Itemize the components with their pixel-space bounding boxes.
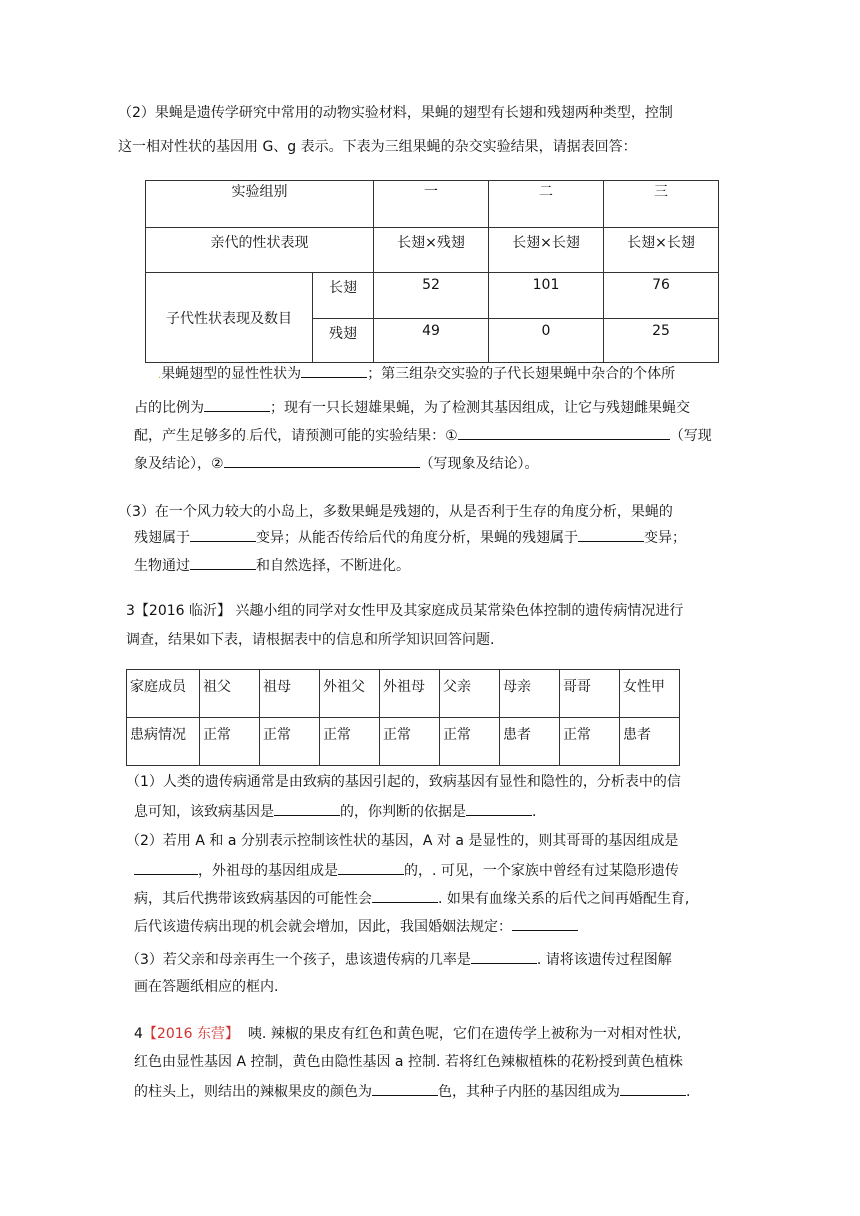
table-cell: 正常 [380, 718, 440, 766]
family-table [126, 669, 680, 766]
answer-blank[interactable] [372, 1080, 438, 1096]
q2-answer-line-4: 象及结论），② （写现象及结论）。 [134, 452, 539, 474]
dot-mark: . [158, 370, 162, 381]
q2-answer-line-1: .果蝇翅型的显性性状为 ；第三组杂交实验的子代长翅果蝇中杂合的个体所 [158, 362, 675, 386]
long-3: 76 [604, 273, 719, 319]
parents-3: 长翅×长翅 [604, 228, 719, 273]
answer-blank[interactable] [458, 424, 670, 440]
parents-2: 长翅×长翅 [489, 228, 604, 273]
long-wing-label: 长翅 [313, 273, 374, 319]
answer-blank[interactable] [578, 526, 644, 542]
answer-blank[interactable] [134, 859, 198, 875]
p4-line-3: 的柱头上，则结出的辣椒果皮的颜色为 色，其种子内胚的基因组成为 . [134, 1080, 690, 1102]
dot-mark: . [246, 432, 250, 443]
table-header-cell: 女性甲 [620, 670, 680, 718]
table-header-cell: 外祖父 [320, 670, 380, 718]
q2-line-2: 这一相对性状的基因用 G、g 表示。下表为三组果蝇的杂交实验结果，请据表回答： [118, 139, 637, 155]
table-header-cell: 哥哥 [560, 670, 620, 718]
long-1: 52 [374, 273, 489, 319]
answer-blank[interactable] [471, 948, 537, 964]
p3-sub3-line-1: （3）若父亲和母亲再生一个孩子，患该遗传病的几率是 . 请将该遗传过程图解 [126, 948, 672, 970]
table-header-cell: 外祖母 [380, 670, 440, 718]
table-header-cell: 祖母 [260, 670, 320, 718]
p3-sub2-line-1: （2）若用 A 和 a 分别表示控制该性状的基因，A 对 a 是显性的，则其哥哥的基因组成是 [126, 833, 679, 849]
answer-blank[interactable] [301, 362, 367, 378]
answer-blank[interactable] [620, 1080, 686, 1096]
answer-blank[interactable] [274, 800, 340, 816]
table-cell: 正常 [560, 718, 620, 766]
answer-blank[interactable] [338, 859, 404, 875]
short-wing-label: 残翅 [313, 319, 374, 363]
parents-1: 长翅×残翅 [374, 228, 489, 273]
answer-blank[interactable] [204, 396, 270, 412]
p3-sub2-line-4: 后代该遗传病出现的机会就会增加，因此，我国婚姻法规定： [134, 915, 578, 937]
short-2: 0 [489, 319, 604, 363]
answer-blank[interactable] [224, 452, 420, 468]
p4-line-2: 红色由显性基因 A 控制，黄色由隐性基因 a 控制. 若将红色辣椒植株的花粉授到黄色植株 [134, 1054, 683, 1070]
short-1: 49 [374, 319, 489, 363]
group-3: 三 [604, 181, 719, 228]
q2-answer-line-3: 配，产生足够多的.后代，请预测可能的实验结果：① （写现 [134, 424, 712, 448]
p3-line-1: 3【2016 临沂】 兴趣小组的同学对女性甲及其家庭成员某常染色体控制的遗传病情况进行 [126, 603, 684, 619]
p3-sub1-line-1: （1）人类的遗传病通常是由致病的基因引起的，致病基因有显性和隐性的，分析表中的信 [126, 774, 681, 790]
answer-blank[interactable] [190, 554, 256, 570]
group-label: 实验组别 [146, 181, 374, 228]
parents-label: 亲代的性状表现 [146, 228, 374, 273]
table-cell: 正常 [200, 718, 260, 766]
answer-blank[interactable] [466, 800, 532, 816]
answer-blank[interactable] [512, 915, 578, 931]
p3-sub1-line-2: 息可知，该致病基因是 的，你判断的依据是 . [134, 800, 536, 822]
table-cell: 正常 [260, 718, 320, 766]
table-cell: 患者 [620, 718, 680, 766]
table-header-cell: 家庭成员 [127, 670, 200, 718]
p3-sub2-line-3: 病，其后代携带该致病基因的可能性会 . 如果有血缘关系的后代之间再婚配生育, [134, 887, 689, 909]
q2-line-1: （2）果蝇是遗传学研究中常用的动物实验材料，果蝇的翅型有长翅和残翅两种类型，控制 [118, 105, 673, 121]
offspring-label: 子代性状表现及数目 [146, 273, 313, 363]
cross-results-table [145, 180, 719, 363]
table-cell: 正常 [440, 718, 500, 766]
q3-line-2: 残翅属于 变异；从能否传给后代的角度分析，果蝇的残翅属于 变异； [134, 526, 686, 548]
answer-blank[interactable] [190, 526, 256, 542]
table-header-cell: 父亲 [440, 670, 500, 718]
q3-line-3: 生物通过 和自然选择，不断进化。 [134, 554, 410, 576]
answer-blank[interactable] [372, 887, 438, 903]
source-tag: 【2016 东营】 [142, 1026, 240, 1042]
p4-line-1: 4【2016 东营】 咦. 辣椒的果皮有红色和黄色呢，它们在遗传学上被称为一对相对性状, [134, 1026, 682, 1042]
p3-sub3-line-2: 画在答题纸相应的框内. [134, 979, 279, 995]
q3-line-1: （3）在一个风力较大的小岛上，多数果蝇是残翅的，从是否利于生存的角度分析，果蝇的 [118, 504, 673, 520]
table-header-cell: 祖父 [200, 670, 260, 718]
table-header-cell: 母亲 [500, 670, 560, 718]
q2-answer-line-2: 占的比例为 ；现有一只长翅雄果蝇，为了检测其基因组成，让它与残翅雌果蝇交 [134, 396, 690, 418]
table-cell: 正常 [320, 718, 380, 766]
p3-sub2-line-2: ，外祖母的基因组成是 的，. 可见，一个家族中曾经有过某隐形遗传 [134, 859, 679, 881]
group-2: 二 [489, 181, 604, 228]
table-cell: 患病情况 [127, 718, 200, 766]
long-2: 101 [489, 273, 604, 319]
p3-line-2: 调查，结果如下表，请根据表中的信息和所学知识回答问题. [126, 632, 495, 648]
group-1: 一 [374, 181, 489, 228]
short-3: 25 [604, 319, 719, 363]
table-cell: 患者 [500, 718, 560, 766]
